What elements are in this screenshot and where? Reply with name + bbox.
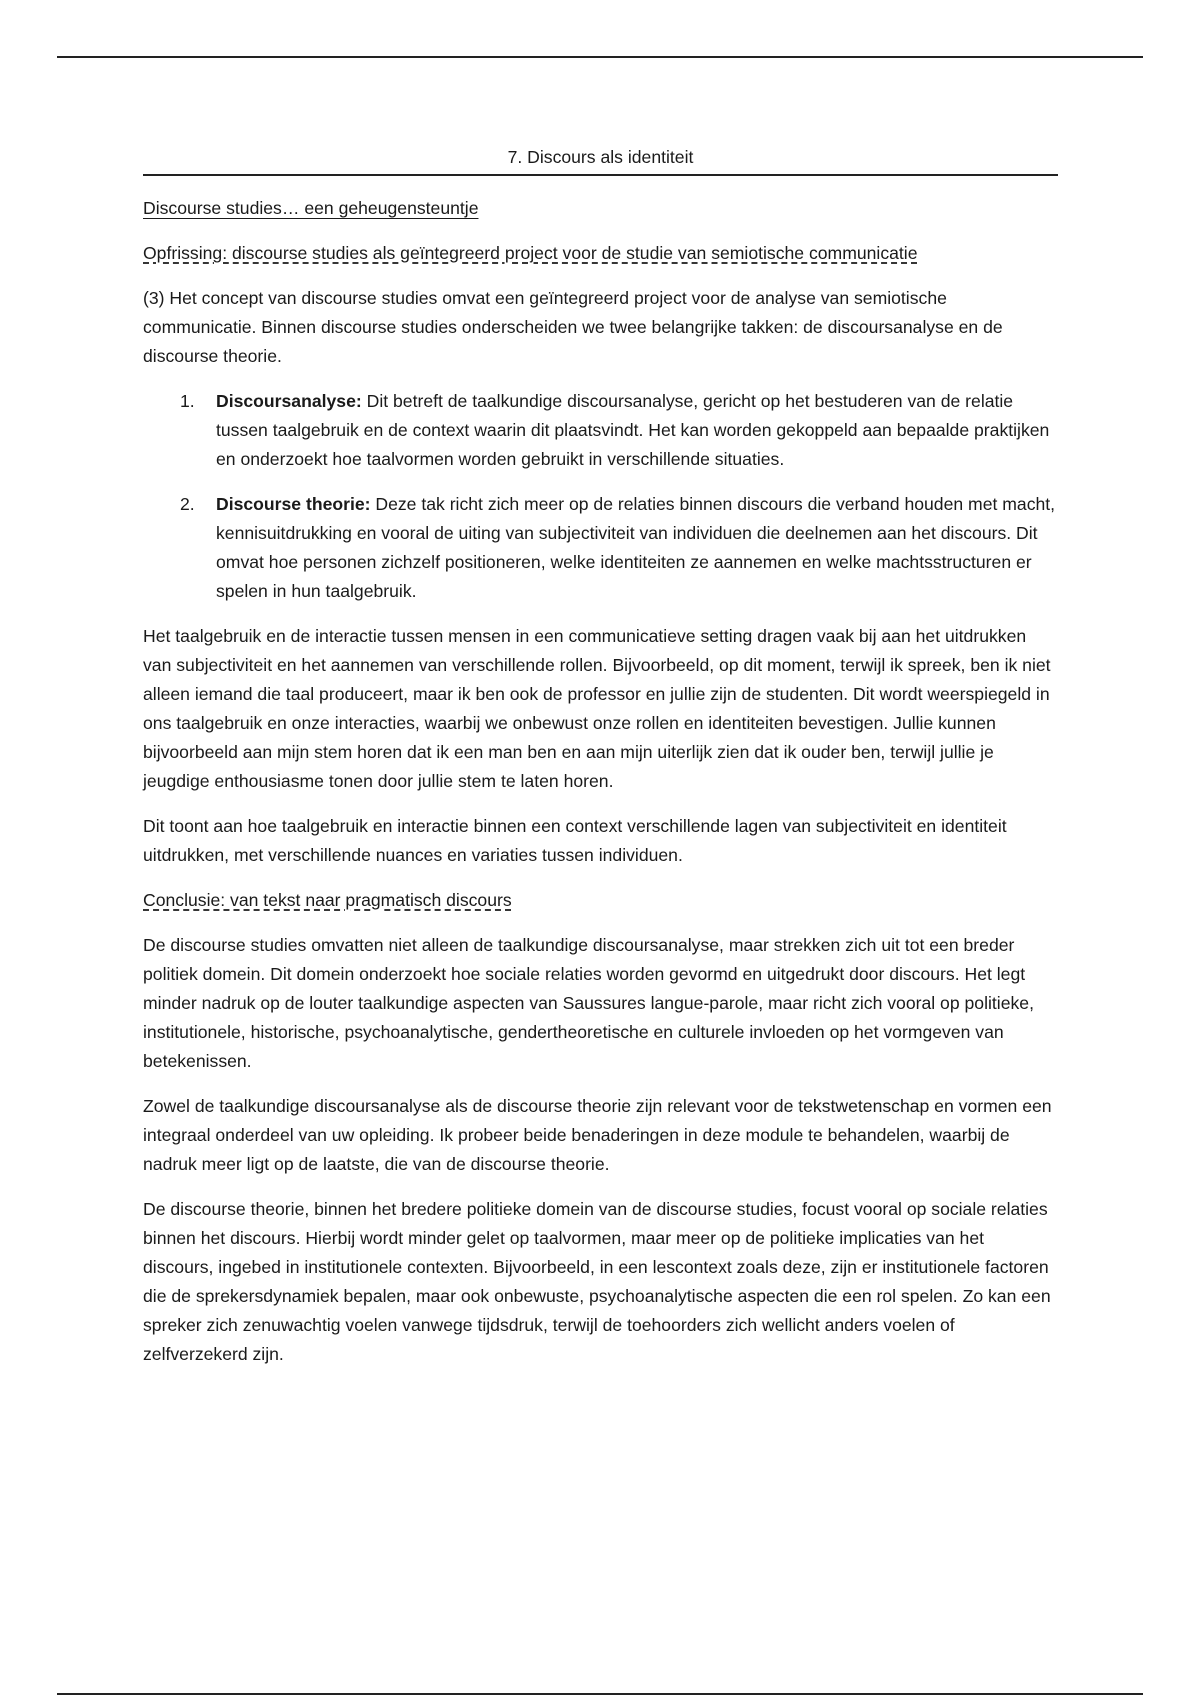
section-heading-text: Discourse studies… een geheugensteuntje — [143, 198, 479, 218]
page-bottom-rule — [57, 1693, 1143, 1695]
paragraph-language-use: Het taalgebruik en de interactie tussen mensen in een communicatieve setting dragen vaak bij aan het uitdrukken van subjectiviteit en het aannemen van verschillende rollen. Bijvoorbeeld, op dit moment, terwijl ik spreek, ben ik niet alleen iemand die taal produceert, maar ik ben ook de professor en jullie zijn de studenten. Dit wordt weerspiegeld in ons taalgebruik en onze interacties, waarbij we onbewust onze rollen en identiteiten bevestigen. Jullie kunnen bijvoorbeeld aan mijn stem horen dat ik een man ben en aan mijn uiterlijk zien dat ik ouder ben, terwijl jullie je jeugdige enthousiasme tonen door jullie stem te laten horen. — [143, 626, 1051, 791]
list-item — [143, 490, 1058, 606]
list-item-term: Discoursanalyse: — [216, 391, 362, 411]
section-heading-text: Conclusie: van tekst naar pragmatisch discours — [143, 890, 512, 910]
page-title: 7. Discours als identiteit — [143, 143, 1058, 176]
document-body — [143, 143, 1058, 1385]
paragraph-political-domain: De discourse studies omvatten niet alleen de taalkundige discoursanalyse, maar strekken zich uit tot een breder politiek domein. Dit domein onderzoekt hoe sociale relaties worden gevormd en uitgedrukt door discours. Het legt minder nadruk op de louter taalkundige aspecten van Saussures langue-parole, maar richt zich vooral op politieke, institutionele, historische, psychoanalytische, gendertheoretische en culturele invloeden op het vormgeven van betekenissen. — [143, 935, 1034, 1071]
paragraph-intro: (3) Het concept van discourse studies omvat een geïntegreerd project voor de analyse van semiotische communicatie. Binnen discourse studies onderscheiden we twee belangrijke takken: de discoursanalyse en de discourse theorie. — [143, 288, 1003, 366]
section-heading-conclusion — [143, 886, 1058, 915]
section-heading-memory-aid — [143, 194, 1058, 223]
paragraph-subjectivity: Dit toont aan hoe taalgebruik en interactie binnen een context verschillende lagen van subjectiviteit en identiteit uitdrukken, met verschillende nuances en variaties tussen individuen. — [143, 816, 1007, 865]
list-item-text: Deze tak richt zich meer op de relaties binnen discours die verband houden met macht, kennisuitdrukking en vooral de uiting van subjectiviteit van individuen die deelnemen aan het discours. Dit omvat hoe personen zichzelf positioneren, welke identiteiten ze aannemen en welke machtsstructuren er spelen in hun taalgebruik. — [216, 494, 1056, 601]
section-heading-refresher — [143, 239, 1058, 268]
paragraph-relevance: Zowel de taalkundige discoursanalyse als de discourse theorie zijn relevant voor de tekstwetenschap en vormen een integraal onderdeel van uw opleiding. Ik probeer beide benaderingen in deze module te behandelen, waarbij de nadruk meer ligt op de laatste, die van de discourse theorie. — [143, 1096, 1052, 1174]
list-item-number: 2. — [180, 494, 195, 514]
list-item-text: Dit betreft de taalkundige discoursanalyse, gericht op het bestuderen van de relatie tussen taalgebruik en de context waarin dit plaatsvindt. Het kan worden gekoppeld aan bepaalde praktijken en onderzoekt hoe taalvormen worden gebruikt in verschillende situaties. — [216, 391, 1050, 469]
paragraph-discourse-theory: De discourse theorie, binnen het bredere politieke domein van de discourse studies, focust vooral op sociale relaties binnen het discours. Hierbij wordt minder gelet op taalvormen, maar meer op de politieke implicaties van het discours, ingebed in institutionele contexten. Bijvoorbeeld, in een lescontext zoals deze, zijn er institutionele factoren die de sprekersdynamiek bepalen, maar ook onbewuste, psychoanalytische aspecten die een rol spelen. Zo kan een spreker zich zenuwachtig voelen vanwege tijdsdruk, terwijl de toehoorders zich wellicht anders voelen of zelfverzekerd zijn. — [143, 1199, 1051, 1364]
list-item — [143, 387, 1058, 474]
section-heading-text: Opfrissing: discourse studies als geïntegreerd project voor de studie van semiotische communicatie — [143, 243, 918, 263]
page-top-rule — [57, 56, 1143, 58]
list-item-term: Discourse theorie: — [216, 494, 371, 514]
list-item-number: 1. — [180, 391, 195, 411]
numbered-list — [143, 387, 1058, 606]
